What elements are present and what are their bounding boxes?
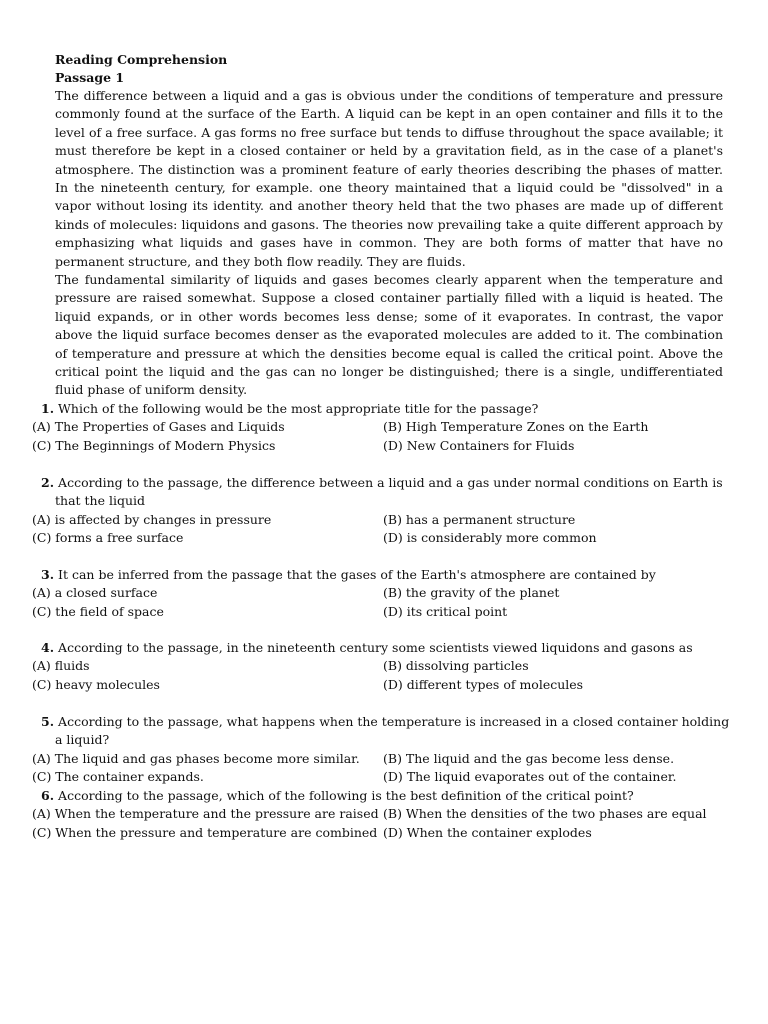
answer-option-b[interactable]: (B) the gravity of the planet	[383, 585, 560, 601]
question-number: 5.	[41, 714, 55, 729]
question	[32, 566, 732, 621]
answer-options	[32, 750, 732, 787]
question	[32, 787, 732, 842]
question	[32, 639, 732, 694]
question-text: It can be inferred from the passage that the gases of the Earth's atmosphere are contained by	[58, 567, 656, 582]
question-stem	[32, 639, 732, 657]
answer-option-c[interactable]: (C) When the pressure and temperature are combined	[32, 824, 378, 840]
answer-option-a[interactable]: (A) a closed surface	[32, 585, 158, 601]
answer-option-b[interactable]: (B) The liquid and the gas become less dense.	[383, 750, 675, 766]
answer-option-c[interactable]: (C) forms a free surface	[32, 530, 184, 546]
answer-option-d[interactable]: (D) The liquid evaporates out of the container.	[383, 769, 677, 785]
answer-option-a[interactable]: (A) When the temperature and the pressure are raised	[32, 806, 379, 822]
answer-option-a[interactable]: (A) is affected by changes in pressure	[32, 511, 272, 527]
answer-option-b[interactable]: (B) When the densities of the two phases are equal	[383, 806, 707, 822]
question-text: According to the passage, in the nineteenth century some scientists viewed liquidons and gasons as	[58, 640, 693, 655]
question-stem	[32, 713, 732, 750]
answer-options	[32, 805, 732, 842]
answer-option-c[interactable]: (C) The Beginnings of Modern Physics	[32, 437, 276, 453]
question-stem	[32, 787, 732, 805]
answer-option-c[interactable]: (C) the field of space	[32, 603, 164, 619]
answer-option-d[interactable]: (D) New Containers for Fluids	[383, 437, 575, 453]
answer-option-b[interactable]: (B) has a permanent structure	[383, 511, 576, 527]
answer-option-d[interactable]: (D) is considerably more common	[383, 530, 597, 546]
question-text: According to the passage, what happens when the temperature is increased in a closed container holding a liquid?	[55, 714, 730, 748]
answer-option-d[interactable]: (D) different types of molecules	[383, 676, 584, 692]
answer-options	[32, 511, 732, 548]
answer-option-b[interactable]: (B) High Temperature Zones on the Earth	[383, 419, 649, 435]
answer-option-c[interactable]: (C) The container expands.	[32, 769, 204, 785]
question-text: According to the passage, which of the following is the best definition of the critical point?	[58, 788, 634, 803]
document-title: Reading Comprehension	[55, 52, 228, 67]
passage-paragraph: The fundamental similarity of liquids and gases becomes clearly apparent when the temperature and pressure are raised somewhat. Suppose a closed container partially filled with a liquid is heated. The liquid expands, or in other words becomes less dense; some of it evaporates. In contrast, the vapor above the liquid surface becomes denser as the evaporated molecules are added to it. The combination of temperature and pressure at which the densities become equal is called the critical point. Above the critical point the liquid and the gas can no longer be distinguished; there is a single, undifferentiated fluid phase of uniform density.	[55, 272, 723, 398]
answer-options	[32, 657, 732, 694]
answer-options	[32, 418, 732, 455]
question-number: 3.	[41, 567, 55, 582]
question-number: 6.	[41, 788, 55, 803]
answer-option-a[interactable]: (A) The liquid and gas phases become more similar.	[32, 750, 360, 766]
question-number: 1.	[41, 401, 55, 416]
question	[32, 474, 732, 548]
answer-option-d[interactable]: (D) its critical point	[383, 603, 508, 619]
question-number: 4.	[41, 640, 55, 655]
passage-label: Passage 1	[55, 70, 125, 85]
answer-option-b[interactable]: (B) dissolving particles	[383, 658, 529, 674]
question-stem	[32, 474, 732, 511]
question-number: 2.	[41, 475, 55, 490]
question-text: According to the passage, the difference between a liquid and a gas under normal conditions on Earth is that the liquid	[55, 475, 723, 509]
answer-options	[32, 584, 732, 621]
question	[32, 713, 732, 787]
answer-option-c[interactable]: (C) heavy molecules	[32, 676, 160, 692]
question-stem	[32, 400, 732, 418]
answer-option-a[interactable]: (A) fluids	[32, 658, 90, 674]
question-text: Which of the following would be the most appropriate title for the passage?	[58, 401, 539, 416]
answer-option-a[interactable]: (A) The Properties of Gases and Liquids	[32, 419, 285, 435]
question-stem	[32, 566, 732, 584]
answer-option-d[interactable]: (D) When the container explodes	[383, 824, 592, 840]
question	[32, 400, 732, 455]
passage-paragraph: The difference between a liquid and a gas is obvious under the conditions of temperature and pressure commonly found at the surface of the Earth. A liquid can be kept in an open container and fills it to the level of a free surface. A gas forms no free surface but tends to diffuse throughout the space available; it must therefore be kept in a closed container or held by a gravitation field, as in the case of a planet's atmosphere. The distinction was a prominent feature of early theories describing the phases of matter. In the nineteenth century, for example. one theory maintained that a liquid could be "dissolved" in a vapor without losing its identity. and another theory held that the two phases are made up of different kinds of molecules: liquidons and gasons. The theories now prevailing take a quite different approach by emphasizing what liquids and gases have in common. They are both forms of matter that have no permanent structure, and they both flow readily. They are fluids.	[55, 88, 723, 269]
